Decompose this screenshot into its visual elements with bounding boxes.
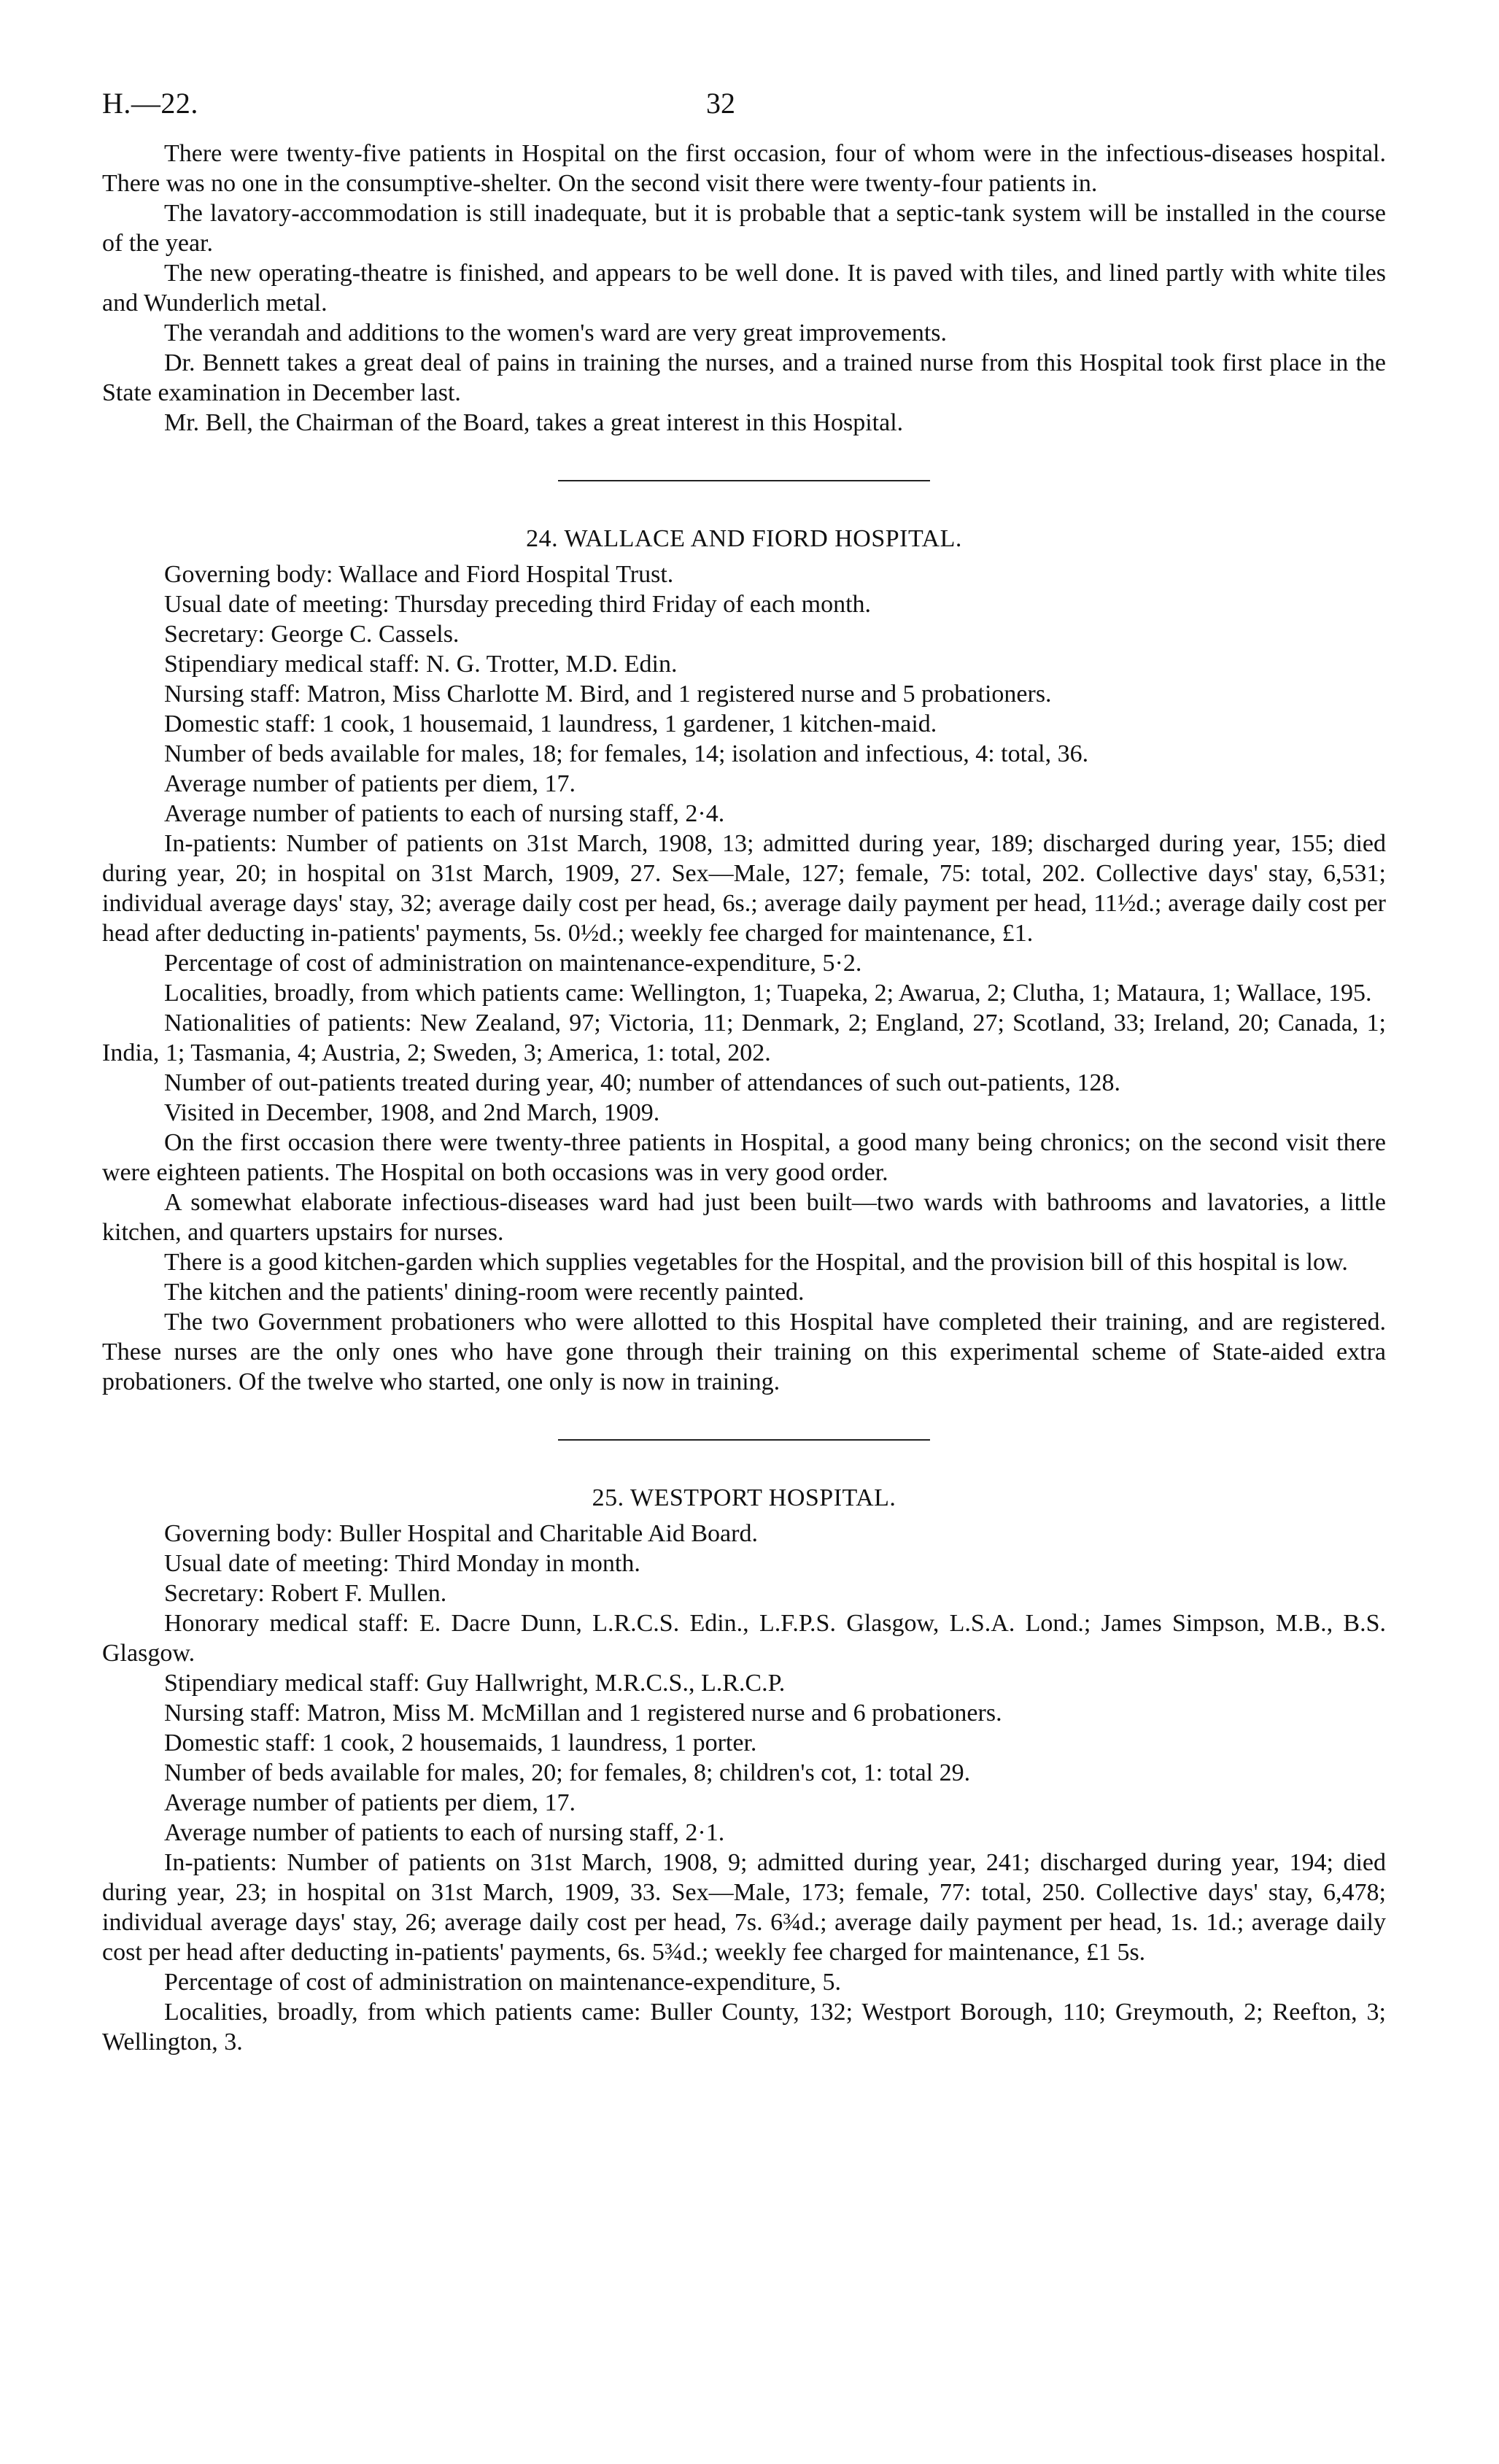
paragraph: Percentage of cost of administration on maintenance-expenditure, 5·2.: [164, 950, 862, 977]
paragraph: Dr. Bennett takes a great deal of pains in training the nurses, and a trained nurse from this Hospital took first place in the State examination in December last.: [102, 349, 1386, 406]
section-title: 25. WESTPORT HOSPITAL.: [592, 1484, 896, 1511]
paragraph: Domestic staff: 1 cook, 1 housemaid, 1 laundress, 1 gardener, 1 kitchen-maid.: [164, 710, 937, 737]
paragraph: Average number of patients per diem, 17.: [164, 770, 576, 797]
intro-text: [102, 139, 1386, 438]
paragraph: The kitchen and the patients' dining-room were recently painted.: [164, 1279, 805, 1306]
paragraph: The lavatory-accommodation is still inadequate, but it is probable that a septic-tank system will be installed in the course of the year.: [102, 200, 1386, 257]
paragraph: Usual date of meeting: Thursday preceding third Friday of each month.: [164, 591, 872, 618]
paragraph: The verandah and additions to the women's ward are very great improvements.: [164, 319, 947, 346]
paragraph: Number of beds available for males, 18; for females, 14; isolation and infectious, 4: total, 36.: [164, 740, 1089, 767]
paragraph: Visited in December, 1908, and 2nd March, 1909.: [164, 1099, 660, 1126]
paragraph: Stipendiary medical staff: Guy Hallwright, M.R.C.S., L.R.C.P.: [164, 1670, 786, 1697]
paragraph: Stipendiary medical staff: N. G. Trotter, M.D. Edin.: [164, 651, 678, 678]
paragraph: Domestic staff: 1 cook, 2 housemaids, 1 laundress, 1 porter.: [164, 1729, 757, 1756]
paragraph: Honorary medical staff: E. Dacre Dunn, L.R.C.S. Edin., L.F.P.S. Glasgow, L.S.A. Lond.; James Simpson, M.B., B.S. Glasgow.: [102, 1610, 1386, 1667]
paragraph: Governing body: Buller Hospital and Charitable Aid Board.: [164, 1520, 758, 1547]
paragraph: Number of out-patients treated during year, 40; number of attendances of such out-patients, 128.: [164, 1069, 1121, 1096]
paragraph: In-patients: Number of patients on 31st March, 1908, 9; admitted during year, 241; discharged during year, 194; died during year, 23; in hospital on 31st March, 1909, 33. Sex—Male, 173; female, 77: total, 250. Collective days' stay, 6,478; individual average days' stay, 26; average daily cost per head, 7s. 6¾d.; average daily payment per head, 1s. 1d.; average daily cost per head after deducting in-patients' payments, 6s. 5¾d.; weekly fee charged for maintenance, £1 5s.: [102, 1849, 1386, 1966]
paragraph: Nursing staff: Matron, Miss M. McMillan and 1 registered nurse and 6 probationers.: [164, 1700, 1002, 1727]
paragraph: Average number of patients per diem, 17.: [164, 1789, 576, 1816]
page-header: [102, 73, 1386, 139]
paragraph: Secretary: George C. Cassels.: [164, 621, 460, 648]
document-page: [102, 73, 1386, 2057]
section-wallace-fiord-hospital: [102, 524, 1386, 1397]
paragraph: The two Government probationers who were allotted to this Hospital have completed their training, and are registered. These nurses are the only ones who have gone through their training on this experimental scheme of State-aided extra probationers. Of the twelve who started, one only is now in training.: [102, 1309, 1386, 1395]
paragraph: Percentage of cost of administration on maintenance-expenditure, 5.: [164, 1969, 842, 1996]
paragraph: Governing body: Wallace and Fiord Hospital Trust.: [164, 561, 674, 588]
paragraph: Nationalities of patients: New Zealand, 97; Victoria, 11; Denmark, 2; England, 27; Scotland, 33; Ireland, 20; Canada, 1; India, 1; Tasmania, 4; Austria, 2; Sweden, 3; America, 1: total, 202.: [102, 1010, 1386, 1066]
paragraph: In-patients: Number of patients on 31st March, 1908, 13; admitted during year, 189; discharged during year, 155; died during year, 20; in hospital on 31st March, 1909, 27. Sex—Male, 127; female, 75: total, 202. Collective days' stay, 6,531; individual average days' stay, 32; average daily cost per head, 6s.; average daily payment per head, 11½d.; average daily cost per head after deducting in-patients' payments, 5s. 0½d.; weekly fee charged for maintenance, £1.: [102, 830, 1386, 947]
paragraph: There is a good kitchen-garden which supplies vegetables for the Hospital, and the provision bill of this hospital is low.: [164, 1249, 1348, 1276]
section-title: 24. WALLACE AND FIORD HOSPITAL.: [526, 525, 962, 552]
paragraph: A somewhat elaborate infectious-diseases ward had just been built—two wards with bathrooms and lavatories, a little kitchen, and quarters upstairs for nurses.: [102, 1189, 1386, 1246]
paragraph: Localities, broadly, from which patients came: Buller County, 132; Westport Borough, 110; Greymouth, 2; Reefton, 3; Wellington, 3.: [102, 1999, 1386, 2056]
report-code: H.—22.: [102, 87, 198, 120]
paragraph: Average number of patients to each of nursing staff, 2·1.: [164, 1819, 725, 1846]
paragraph: Secretary: Robert F. Mullen.: [164, 1580, 447, 1607]
paragraph: Mr. Bell, the Chairman of the Board, takes a great interest in this Hospital.: [164, 409, 904, 436]
paragraph: Average number of patients to each of nursing staff, 2·4.: [164, 800, 725, 827]
section-divider: [558, 1439, 930, 1441]
paragraph: On the first occasion there were twenty-three patients in Hospital, a good many being chronics; on the second visit there were eighteen patients. The Hospital on both occasions was in very good order.: [102, 1129, 1386, 1186]
paragraph: There were twenty-five patients in Hospital on the first occasion, four of whom were in the infectious-diseases hospital. There was no one in the consumptive-shelter. On the second visit there were twenty-four patients in.: [102, 140, 1386, 197]
section-westport-hospital: [102, 1483, 1386, 2057]
paragraph: Nursing staff: Matron, Miss Charlotte M. Bird, and 1 registered nurse and 5 probationers.: [164, 681, 1052, 708]
paragraph: Localities, broadly, from which patients came: Wellington, 1; Tuapeka, 2; Awarua, 2; Clutha, 1; Mataura, 1; Wallace, 195.: [164, 980, 1372, 1007]
paragraph: Usual date of meeting: Third Monday in month.: [164, 1550, 640, 1577]
page-number: 32: [706, 87, 735, 120]
paragraph: Number of beds available for males, 20; for females, 8; children's cot, 1: total 29.: [164, 1759, 971, 1786]
paragraph: The new operating-theatre is finished, and appears to be well done. It is paved with tiles, and lined partly with white tiles and Wunderlich metal.: [102, 260, 1386, 317]
section-divider: [558, 480, 930, 481]
